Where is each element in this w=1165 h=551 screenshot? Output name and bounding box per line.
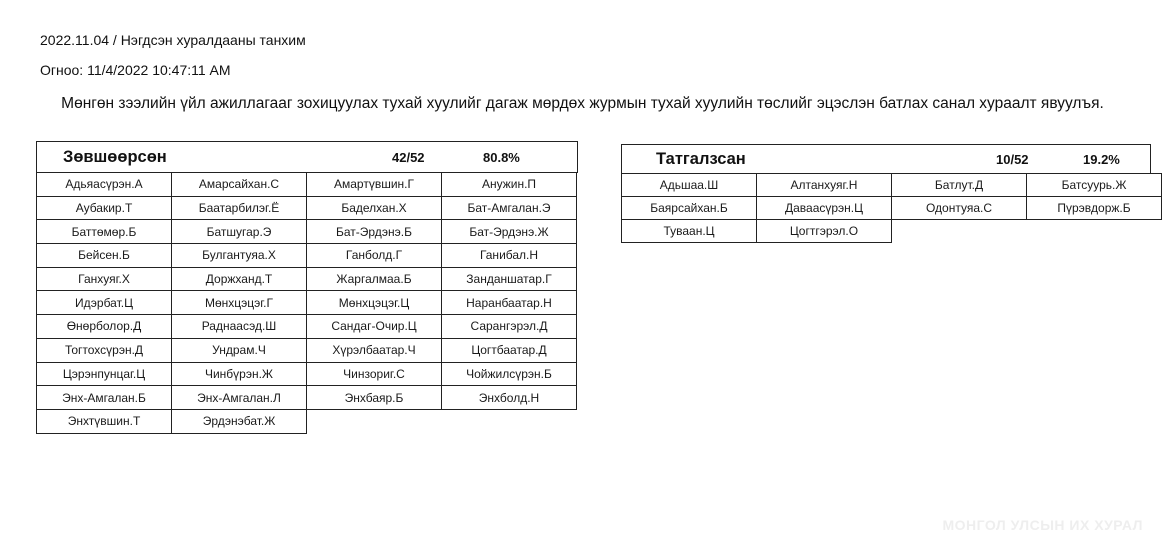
approved-name-cell: Баделхан.Х [307, 197, 442, 221]
approved-name-cell: Цэрэнпунцаг.Ц [37, 363, 172, 387]
approved-name-cell: Энхтүвшин.Т [37, 410, 172, 434]
date-line: Огноо: 11/4/2022 10:47:11 AM [40, 62, 231, 78]
approved-name-cell: Бат-Эрдэнэ.Б [307, 220, 442, 244]
approved-name-cell: Энхболд.Н [442, 386, 577, 410]
approved-name-cell: Бат-Эрдэнэ.Ж [442, 220, 577, 244]
watermark: МОНГОЛ УЛСЫН ИХ ХУРАЛ [942, 517, 1143, 533]
approved-name-cell: Ундрам.Ч [172, 339, 307, 363]
approved-name-cell: Ганхуяг.Х [37, 268, 172, 292]
approved-name-cell: Анужин.П [442, 173, 577, 197]
approved-name-cell: Аубакир.Т [37, 197, 172, 221]
rejected-name-cell: Пүрэвдорж.Б [1027, 197, 1162, 220]
approved-name-cell: Баатарбилэг.Ё [172, 197, 307, 221]
approved-name-cell: Энх-Амгалан.Б [37, 386, 172, 410]
rejected-name-cell: Туваан.Ц [622, 220, 757, 243]
approved-name-cell: Бат-Амгалан.Э [442, 197, 577, 221]
rejected-name-cell: Батсуурь.Ж [1027, 174, 1162, 197]
approved-name-cell: Энх-Амгалан.Л [172, 386, 307, 410]
approved-name-cell: Мөнхцэцэг.Г [172, 291, 307, 315]
approved-name-cell: Мөнхцэцэг.Ц [307, 291, 442, 315]
approved-name-cell: Ганибал.Н [442, 244, 577, 268]
approved-name-cell: Амартүвшин.Г [307, 173, 442, 197]
approved-name-cell: Чойжилсүрэн.Б [442, 363, 577, 387]
vote-title: Мөнгөн зээлийн үйл ажиллагааг зохицуулах тухай хуулийг дагаж мөрдөх журмын тухай хуулийн төслийг эцэслэн батлах санал хураалт явуулъя. [61, 95, 1104, 112]
approved-name-cell: Чинзориг.С [307, 363, 442, 387]
rejected-name-cell: Цогтгэрэл.О [757, 220, 892, 243]
approved-percent: 80.8% [483, 150, 520, 165]
rejected-name-cell: Батлут.Д [892, 174, 1027, 197]
approved-name-cell: Амарсайхан.С [172, 173, 307, 197]
rejected-count: 10/52 [996, 152, 1029, 167]
rejected-header [621, 144, 1151, 174]
approved-name-cell: Батшугар.Э [172, 220, 307, 244]
rejected-name-cell: Баярсайхан.Б [622, 197, 757, 220]
approved-name-cell: Эрдэнэбат.Ж [172, 410, 307, 434]
approved-name-cell: Ганболд.Г [307, 244, 442, 268]
approved-name-cell: Занданшатар.Г [442, 268, 577, 292]
rejected-name-cell: Алтанхуяг.Н [757, 174, 892, 197]
approved-name-cell: Хүрэлбаатар.Ч [307, 339, 442, 363]
approved-name-cell: Идэрбат.Ц [37, 291, 172, 315]
rejected-block [621, 144, 1162, 243]
approved-name-cell: Жаргалмаа.Б [307, 268, 442, 292]
rejected-label: Татгалзсан [656, 150, 746, 168]
approved-name-cell: Тогтохсүрэн.Д [37, 339, 172, 363]
approved-name-cell: Адьяасүрэн.А [37, 173, 172, 197]
rejected-name-cell: Одонтуяа.С [892, 197, 1027, 220]
approved-name-cell: Өнөрболор.Д [37, 315, 172, 339]
approved-block [36, 141, 578, 434]
session-line: 2022.11.04 / Нэгдсэн хуралдааны танхим [40, 32, 306, 48]
rejected-name-cell: Даваасүрэн.Ц [757, 197, 892, 220]
approved-name-cell: Раднаасэд.Ш [172, 315, 307, 339]
approved-name-cell: Сарангэрэл.Д [442, 315, 577, 339]
approved-name-cell: Чинбүрэн.Ж [172, 363, 307, 387]
approved-name-cell: Булгантуяа.Х [172, 244, 307, 268]
approved-name-cell: Доржханд.Т [172, 268, 307, 292]
approved-header [36, 141, 578, 173]
approved-names-grid [36, 172, 577, 434]
approved-name-cell: Энхбаяр.Б [307, 386, 442, 410]
approved-label: Зөвшөөрсөн [63, 148, 167, 166]
approved-name-cell: Сандаг-Очир.Ц [307, 315, 442, 339]
approved-name-cell: Цогтбаатар.Д [442, 339, 577, 363]
rejected-percent: 19.2% [1083, 152, 1120, 167]
approved-name-cell: Наранбаатар.Н [442, 291, 577, 315]
approved-name-cell: Баттөмөр.Б [37, 220, 172, 244]
rejected-names-grid [621, 173, 1162, 243]
rejected-name-cell: Адьшаа.Ш [622, 174, 757, 197]
approved-count: 42/52 [392, 150, 425, 165]
approved-name-cell: Бейсен.Б [37, 244, 172, 268]
